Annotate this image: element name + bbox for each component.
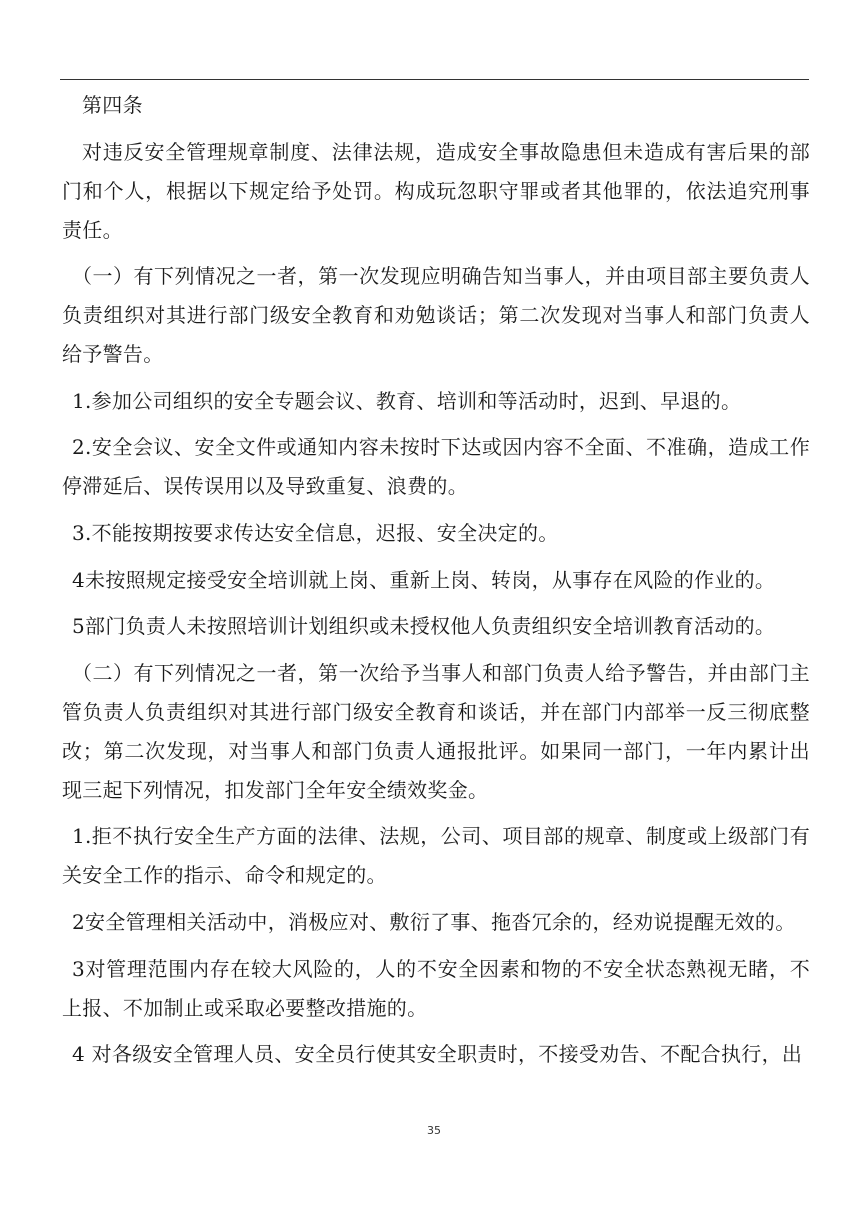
section-heading: （一）有下列情况之一者，第一次发现应明确告知当事人，并由项目部主要负责人负责组织对其进行部门级安全教育和劝勉谈话；第二次发现对当事人和部门负责人给予警告。 — [62, 264, 810, 367]
document-body — [62, 86, 810, 1082]
list-item: 3.不能按期按要求传达安全信息，迟报、安全决定的。 — [72, 520, 559, 545]
section-heading: （二）有下列情况之一者，第一次给予当事人和部门负责人给予警告，并由部门主管负责人负责组织对其进行部门级安全教育和谈话，并在部门内部举一反三彻底整改；第二次发现，对当事人和部门负责人通报批评。如果同一部门，一年内累计出现三起下列情况，扣发部门全年安全绩效奖金。 — [62, 660, 810, 802]
list-item: 5部门负责人未按照培训计划组织或未授权他人负责组织安全培训教育活动的。 — [72, 614, 776, 639]
header-rule — [60, 79, 809, 80]
list-item: 4 对各级安全管理人员、安全员行使其安全职责时，不接受劝告、不配合执行，出 — [72, 1042, 803, 1067]
list-item: 1.参加公司组织的安全专题会议、教育、培训和等活动时，迟到、早退的。 — [72, 388, 742, 413]
article-heading: 第四条 — [82, 93, 143, 117]
list-item: 1.拒不执行安全生产方面的法律、法规，公司、项目部的规章、制度或上级部门有关安全工作的指示、命令和规定的。 — [62, 824, 810, 888]
page-number: 35 — [427, 1124, 441, 1137]
list-item: 3对管理范围内存在较大风险的，人的不安全因素和物的不安全状态熟视无睹，不上报、不加制止或采取必要整改措施的。 — [62, 956, 810, 1020]
list-item: 2.安全会议、安全文件或通知内容未按时下达或因内容不全面、不准确，造成工作停滞延后、误传误用以及导致重复、浪费的。 — [62, 435, 810, 499]
list-item: 4未按照规定接受安全培训就上岗、重新上岗、转岗，从事存在风险的作业的。 — [72, 567, 776, 592]
list-item: 2安全管理相关活动中，消极应对、敷衍了事、拖沓冗余的，经劝说提醒无效的。 — [72, 909, 796, 934]
paragraph: 对违反安全管理规章制度、法律法规，造成安全事故隐患但未造成有害后果的部门和个人，根据以下规定给予处罚。构成玩忽职守罪或者其他罪的，依法追究刑事责任。 — [62, 139, 810, 242]
